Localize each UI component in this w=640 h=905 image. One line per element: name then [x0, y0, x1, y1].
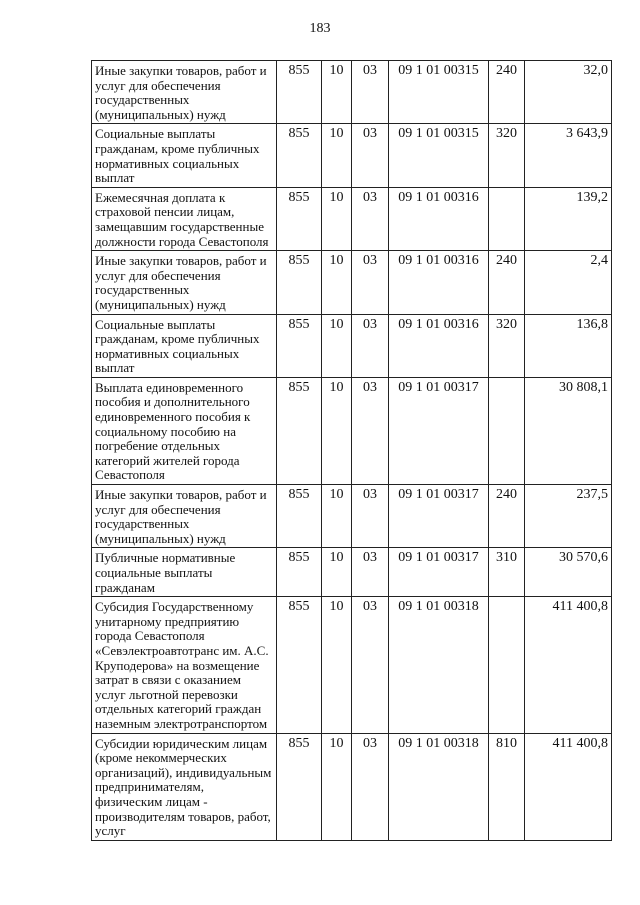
section-code-cell: 10 — [322, 187, 352, 250]
expense-name-cell: Иные закупки товаров, работ и услуг для обеспечения государственных (муниципальных) нужд — [92, 251, 277, 314]
target-article-cell: 09 1 01 00315 — [389, 124, 489, 187]
table-row — [92, 597, 612, 733]
subsection-code-cell: 03 — [352, 548, 389, 597]
expense-name-cell: Публичные нормативные социальные выплаты гражданам — [92, 548, 277, 597]
amount-cell: 32,0 — [525, 61, 612, 124]
expense-type-cell: 240 — [489, 251, 525, 314]
target-article-cell: 09 1 01 00317 — [389, 485, 489, 548]
amount-cell: 411 400,8 — [525, 733, 612, 840]
expense-type-cell: 320 — [489, 314, 525, 377]
table-row — [92, 314, 612, 377]
amount-cell: 30 808,1 — [525, 377, 612, 484]
expense-type-cell: 240 — [489, 485, 525, 548]
department-code-cell: 855 — [277, 187, 322, 250]
table-row — [92, 124, 612, 187]
amount-cell: 237,5 — [525, 485, 612, 548]
expense-name-cell: Ежемесячная доплата к страховой пенсии лицам, замещавшим государственные должности города Севастополя — [92, 187, 277, 250]
expense-type-cell — [489, 187, 525, 250]
expense-type-cell: 810 — [489, 733, 525, 840]
expense-name-cell: Социальные выплаты гражданам, кроме публичных нормативных социальных выплат — [92, 124, 277, 187]
subsection-code-cell: 03 — [352, 251, 389, 314]
target-article-cell: 09 1 01 00316 — [389, 314, 489, 377]
expense-type-cell — [489, 377, 525, 484]
expense-name-cell: Выплата единовременного пособия и дополнительного единовременного пособия к социальному пособию на погребение отдельных категорий жителей города Севастополя — [92, 377, 277, 484]
target-article-cell: 09 1 01 00315 — [389, 61, 489, 124]
amount-cell: 30 570,6 — [525, 548, 612, 597]
section-code-cell: 10 — [322, 733, 352, 840]
table-body — [92, 61, 612, 841]
table-row — [92, 548, 612, 597]
amount-cell: 2,4 — [525, 251, 612, 314]
department-code-cell: 855 — [277, 251, 322, 314]
subsection-code-cell: 03 — [352, 314, 389, 377]
subsection-code-cell: 03 — [352, 187, 389, 250]
section-code-cell: 10 — [322, 597, 352, 733]
budget-table — [91, 60, 612, 841]
department-code-cell: 855 — [277, 548, 322, 597]
subsection-code-cell: 03 — [352, 485, 389, 548]
expense-name-cell: Иные закупки товаров, работ и услуг для обеспечения государственных (муниципальных) нужд — [92, 61, 277, 124]
page-number: 183 — [309, 21, 331, 36]
subsection-code-cell: 03 — [352, 377, 389, 484]
target-article-cell: 09 1 01 00317 — [389, 377, 489, 484]
expense-type-cell: 320 — [489, 124, 525, 187]
target-article-cell: 09 1 01 00318 — [389, 733, 489, 840]
expense-type-cell — [489, 597, 525, 733]
section-code-cell: 10 — [322, 377, 352, 484]
section-code-cell: 10 — [322, 314, 352, 377]
table-row — [92, 251, 612, 314]
amount-cell: 139,2 — [525, 187, 612, 250]
target-article-cell: 09 1 01 00316 — [389, 187, 489, 250]
section-code-cell: 10 — [322, 251, 352, 314]
table-row — [92, 61, 612, 124]
department-code-cell: 855 — [277, 61, 322, 124]
department-code-cell: 855 — [277, 485, 322, 548]
amount-cell: 411 400,8 — [525, 597, 612, 733]
table-row — [92, 377, 612, 484]
department-code-cell: 855 — [277, 124, 322, 187]
table-row — [92, 485, 612, 548]
target-article-cell: 09 1 01 00316 — [389, 251, 489, 314]
expense-type-cell: 310 — [489, 548, 525, 597]
department-code-cell: 855 — [277, 733, 322, 840]
expense-type-cell: 240 — [489, 61, 525, 124]
department-code-cell: 855 — [277, 597, 322, 733]
expense-name-cell: Иные закупки товаров, работ и услуг для обеспечения государственных (муниципальных) нужд — [92, 485, 277, 548]
department-code-cell: 855 — [277, 377, 322, 484]
subsection-code-cell: 03 — [352, 124, 389, 187]
table-row — [92, 187, 612, 250]
subsection-code-cell: 03 — [352, 597, 389, 733]
section-code-cell: 10 — [322, 485, 352, 548]
target-article-cell: 09 1 01 00318 — [389, 597, 489, 733]
amount-cell: 136,8 — [525, 314, 612, 377]
table-row — [92, 733, 612, 840]
expense-name-cell: Субсидии юридическим лицам (кроме некоммерческих организаций), индивидуальным предпринимателям, физическим лицам - производителям товаров, работ, услуг — [92, 733, 277, 840]
section-code-cell: 10 — [322, 61, 352, 124]
subsection-code-cell: 03 — [352, 61, 389, 124]
target-article-cell: 09 1 01 00317 — [389, 548, 489, 597]
department-code-cell: 855 — [277, 314, 322, 377]
section-code-cell: 10 — [322, 124, 352, 187]
amount-cell: 3 643,9 — [525, 124, 612, 187]
subsection-code-cell: 03 — [352, 733, 389, 840]
section-code-cell: 10 — [322, 548, 352, 597]
expense-name-cell: Социальные выплаты гражданам, кроме публичных нормативных социальных выплат — [92, 314, 277, 377]
expense-name-cell: Субсидия Государственному унитарному предприятию города Севастополя «Севэлектроавтотранс им. А.С. Круподерова» на возмещение затрат в связи с оказанием услуг льготной перевозки отдельных категорий граждан наземным электротранспортом — [92, 597, 277, 733]
